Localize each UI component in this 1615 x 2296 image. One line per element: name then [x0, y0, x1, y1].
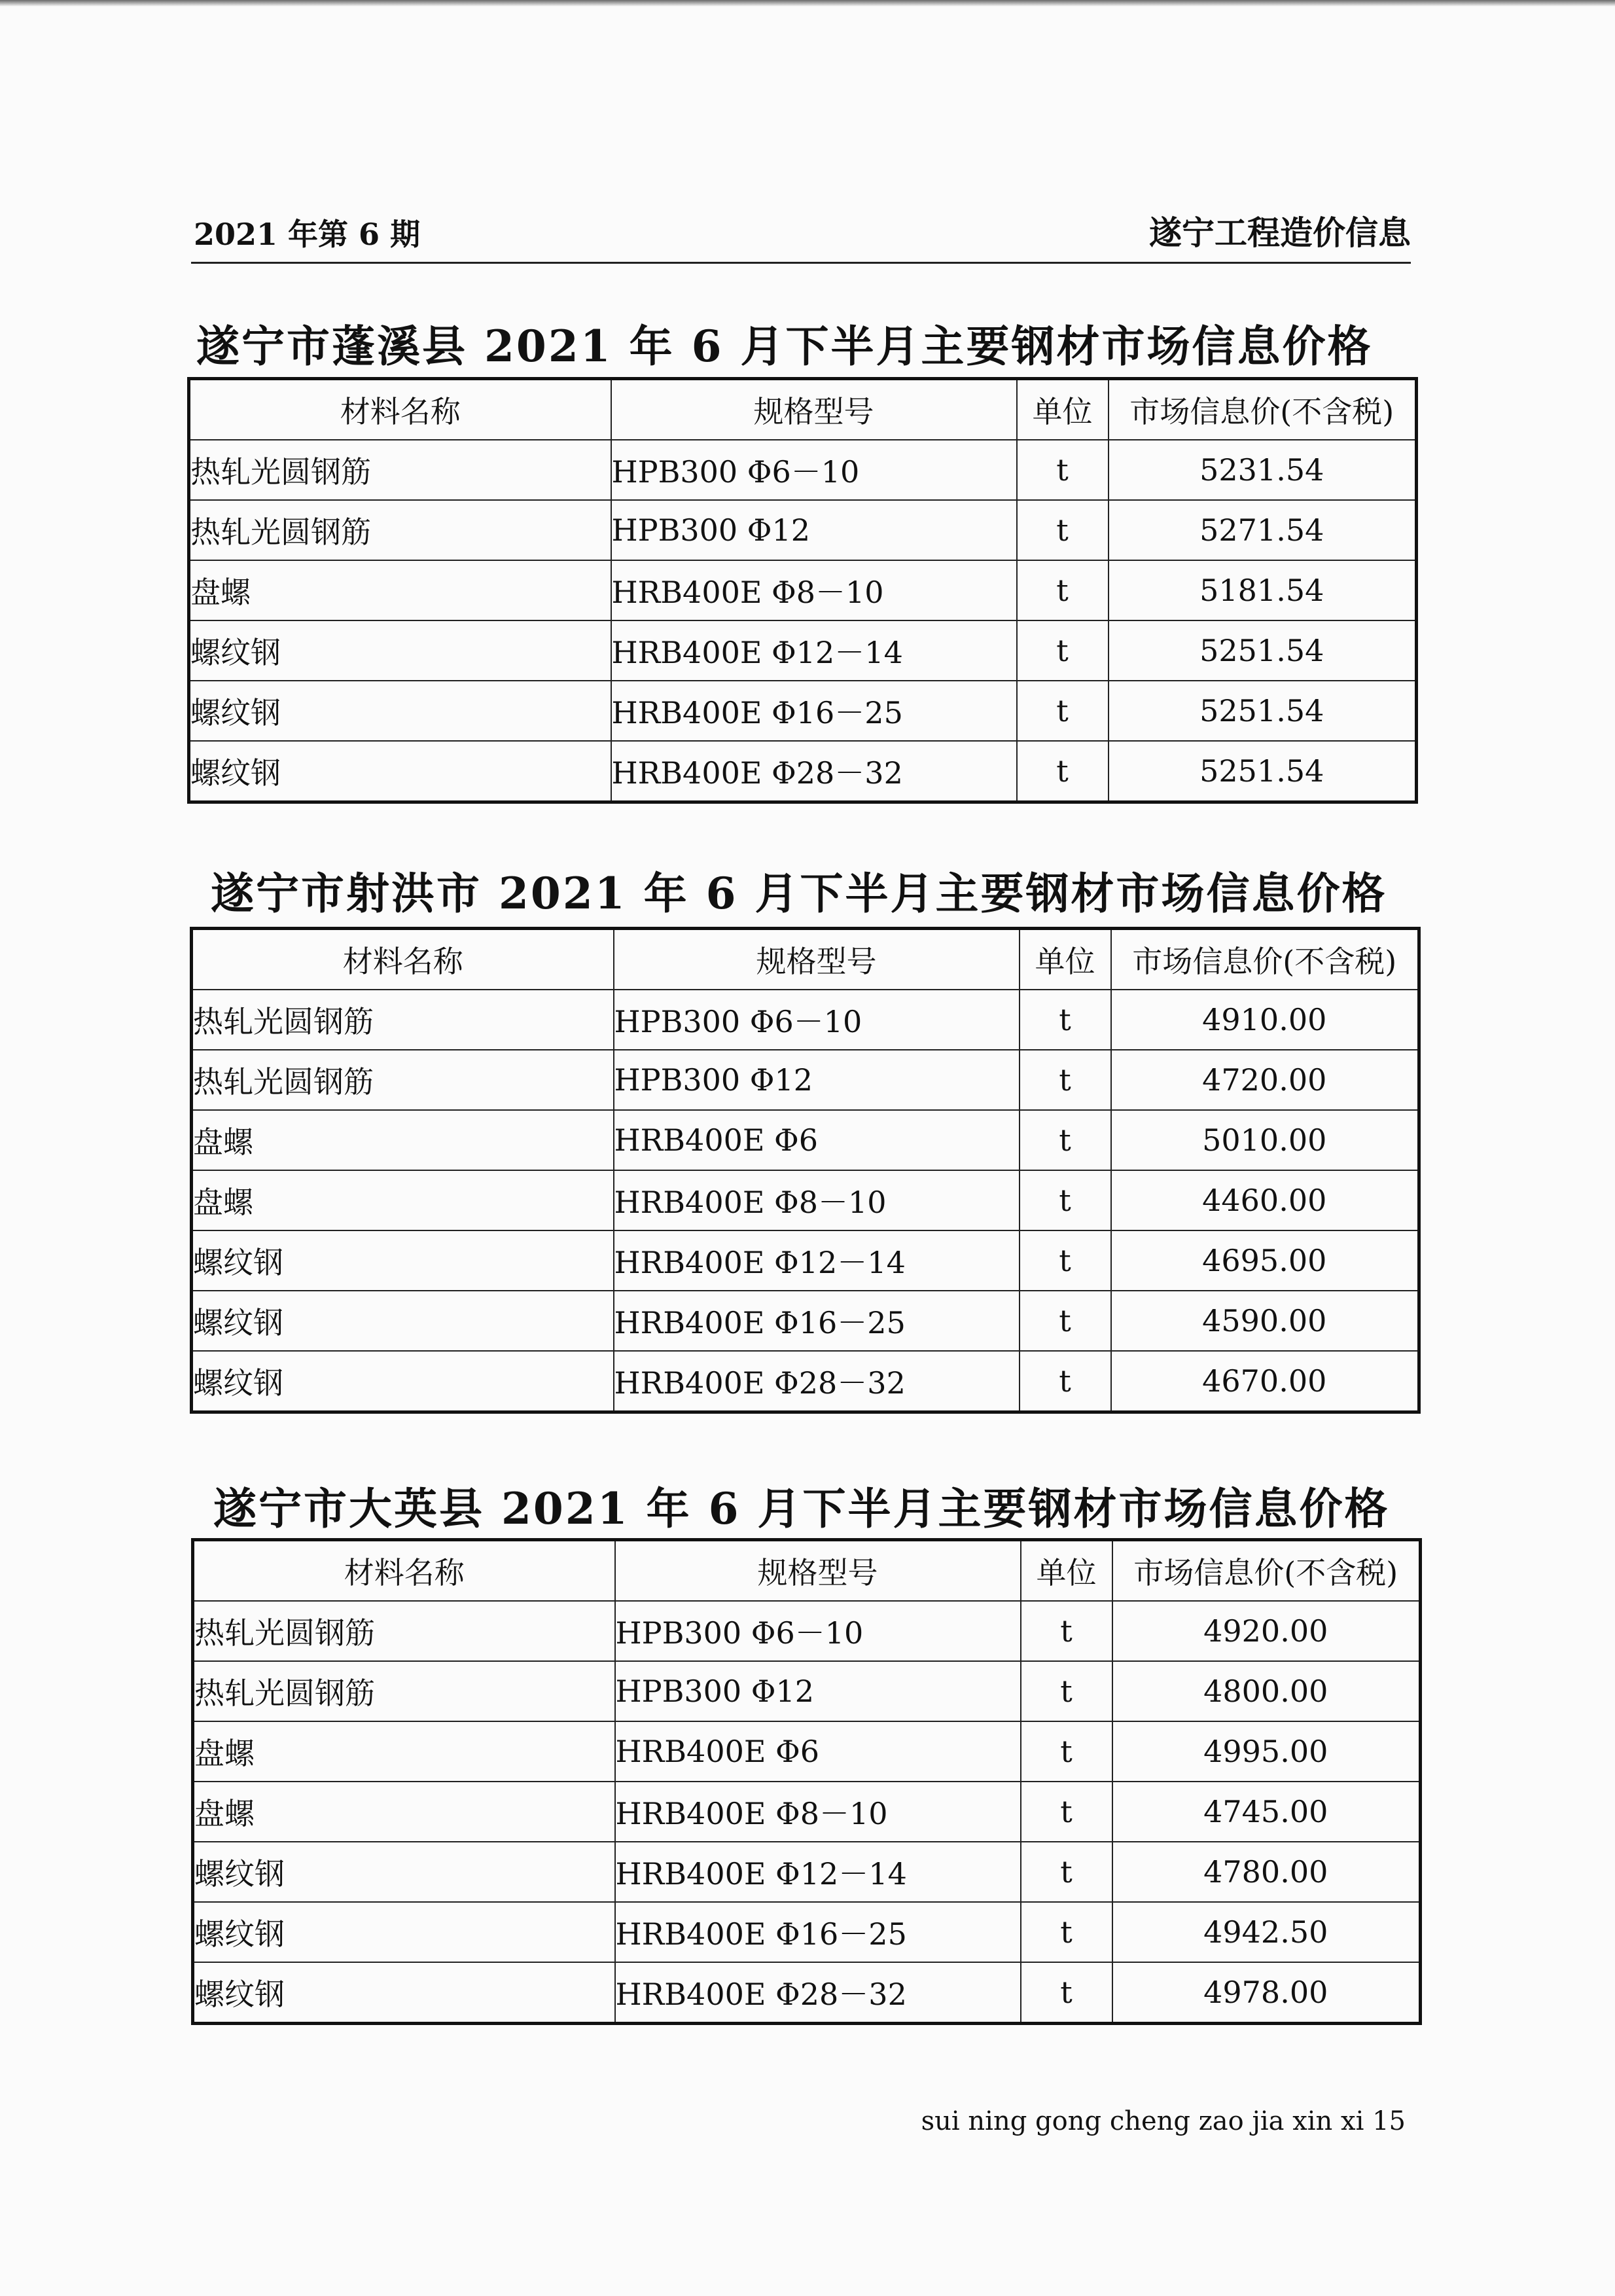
table-row — [192, 1230, 1419, 1291]
table-row — [192, 1050, 1419, 1110]
material-unit: t — [1020, 990, 1111, 1050]
material-unit: t — [1021, 1721, 1112, 1782]
material-price: 5251.54 — [1109, 741, 1417, 802]
material-unit: t — [1021, 1962, 1112, 2024]
column-header-spec: 规格型号 — [615, 1540, 1021, 1602]
material-unit: t — [1017, 620, 1109, 681]
material-price: 5251.54 — [1109, 681, 1417, 741]
material-unit: t — [1021, 1902, 1112, 1962]
table-row — [189, 681, 1417, 741]
material-price: 4590.00 — [1111, 1291, 1419, 1351]
material-unit: t — [1021, 1782, 1112, 1842]
table-row — [192, 1351, 1419, 1412]
column-header-name: 材料名称 — [189, 379, 611, 440]
price-table-pengxi — [187, 377, 1418, 804]
material-unit: t — [1017, 681, 1109, 741]
material-spec: HPB300 Φ12 — [611, 500, 1017, 560]
material-unit: t — [1017, 500, 1109, 560]
material-name: 螺纹钢 — [193, 1842, 615, 1902]
table-header-row — [192, 929, 1419, 990]
material-price: 4978.00 — [1112, 1962, 1421, 2024]
material-price: 4910.00 — [1111, 990, 1419, 1050]
table-header-row — [189, 379, 1417, 440]
table-row — [193, 1842, 1421, 1902]
material-name: 热轧光圆钢筋 — [193, 1661, 615, 1721]
material-unit: t — [1020, 1110, 1111, 1170]
table-row — [189, 620, 1417, 681]
header-divider — [191, 262, 1411, 264]
journal-title: 遂宁工程造价信息 — [1149, 213, 1411, 252]
material-spec: HRB400E Φ16－25 — [615, 1902, 1021, 1962]
material-price: 4670.00 — [1111, 1351, 1419, 1412]
material-spec: HRB400E Φ8－10 — [614, 1170, 1020, 1230]
material-name: 盘螺 — [192, 1110, 614, 1170]
table-row — [189, 741, 1417, 802]
material-name: 螺纹钢 — [192, 1351, 614, 1412]
material-spec: HPB300 Φ6－10 — [614, 990, 1020, 1050]
material-spec: HRB400E Φ28－32 — [611, 741, 1017, 802]
material-unit: t — [1020, 1230, 1111, 1291]
material-spec: HPB300 Φ12 — [614, 1050, 1020, 1110]
column-header-unit: 单位 — [1020, 929, 1111, 990]
column-header-unit: 单位 — [1017, 379, 1109, 440]
material-price: 5181.54 — [1109, 560, 1417, 620]
material-unit: t — [1021, 1601, 1112, 1661]
page-footer: sui ning gong cheng zao jia xin xi 15 — [921, 2106, 1406, 2136]
material-name: 螺纹钢 — [192, 1291, 614, 1351]
material-price: 5231.54 — [1109, 440, 1417, 500]
table-row — [193, 1782, 1421, 1842]
table-row — [193, 1661, 1421, 1721]
column-header-unit: 单位 — [1021, 1540, 1112, 1602]
column-header-price: 市场信息价(不含税) — [1109, 379, 1417, 440]
material-name: 热轧光圆钢筋 — [189, 440, 611, 500]
scan-edge — [0, 0, 1615, 7]
material-name: 盘螺 — [193, 1782, 615, 1842]
material-unit: t — [1017, 560, 1109, 620]
column-header-name: 材料名称 — [192, 929, 614, 990]
material-name: 盘螺 — [189, 560, 611, 620]
material-price: 4745.00 — [1112, 1782, 1421, 1842]
column-header-name: 材料名称 — [193, 1540, 615, 1602]
material-name: 热轧光圆钢筋 — [193, 1601, 615, 1661]
column-header-spec: 规格型号 — [611, 379, 1017, 440]
material-price: 4695.00 — [1111, 1230, 1419, 1291]
material-spec: HRB400E Φ16－25 — [611, 681, 1017, 741]
material-spec: HRB400E Φ12－14 — [614, 1230, 1020, 1291]
material-unit: t — [1021, 1842, 1112, 1902]
material-spec: HPB300 Φ12 — [615, 1661, 1021, 1721]
column-header-spec: 规格型号 — [614, 929, 1020, 990]
table-row — [193, 1601, 1421, 1661]
price-table-shehong — [190, 927, 1421, 1414]
material-unit: t — [1021, 1661, 1112, 1721]
material-unit: t — [1020, 1170, 1111, 1230]
material-price: 4942.50 — [1112, 1902, 1421, 1962]
material-spec: HRB400E Φ12－14 — [615, 1842, 1021, 1902]
material-name: 热轧光圆钢筋 — [192, 1050, 614, 1110]
material-price: 4780.00 — [1112, 1842, 1421, 1902]
price-table-daying — [191, 1538, 1422, 2025]
material-name: 螺纹钢 — [193, 1902, 615, 1962]
column-header-price: 市场信息价(不含税) — [1112, 1540, 1421, 1602]
material-unit: t — [1020, 1050, 1111, 1110]
material-price: 5010.00 — [1111, 1110, 1419, 1170]
table-row — [189, 560, 1417, 620]
material-unit: t — [1017, 741, 1109, 802]
material-spec: HRB400E Φ28－32 — [615, 1962, 1021, 2024]
table-header-row — [193, 1540, 1421, 1602]
material-name: 盘螺 — [193, 1721, 615, 1782]
material-unit: t — [1020, 1291, 1111, 1351]
material-spec: HPB300 Φ6－10 — [611, 440, 1017, 500]
table-row — [189, 500, 1417, 560]
material-spec: HRB400E Φ8－10 — [611, 560, 1017, 620]
material-name: 热轧光圆钢筋 — [189, 500, 611, 560]
material-spec: HRB400E Φ12－14 — [611, 620, 1017, 681]
material-price: 5271.54 — [1109, 500, 1417, 560]
material-price: 4920.00 — [1112, 1601, 1421, 1661]
material-name: 螺纹钢 — [189, 620, 611, 681]
section-title-pengxi: 遂宁市蓬溪县 2021 年 6 月下半月主要钢材市场信息价格 — [196, 321, 1373, 372]
material-spec: HRB400E Φ16－25 — [614, 1291, 1020, 1351]
material-name: 螺纹钢 — [189, 741, 611, 802]
material-spec: HRB400E Φ6 — [614, 1110, 1020, 1170]
table-row — [193, 1962, 1421, 2024]
material-name: 螺纹钢 — [189, 681, 611, 741]
material-price: 4800.00 — [1112, 1661, 1421, 1721]
section-title-daying: 遂宁市大英县 2021 年 6 月下半月主要钢材市场信息价格 — [213, 1483, 1390, 1534]
material-name: 热轧光圆钢筋 — [192, 990, 614, 1050]
material-name: 盘螺 — [192, 1170, 614, 1230]
issue-label: 2021 年第 6 期 — [194, 217, 421, 252]
material-spec: HRB400E Φ6 — [615, 1721, 1021, 1782]
material-price: 4720.00 — [1111, 1050, 1419, 1110]
material-price: 5251.54 — [1109, 620, 1417, 681]
table-row — [192, 1291, 1419, 1351]
table-row — [192, 990, 1419, 1050]
material-spec: HRB400E Φ8－10 — [615, 1782, 1021, 1842]
table-row — [193, 1721, 1421, 1782]
material-spec: HPB300 Φ6－10 — [615, 1601, 1021, 1661]
section-title-shehong: 遂宁市射洪市 2021 年 6 月下半月主要钢材市场信息价格 — [211, 868, 1387, 919]
table-row — [189, 440, 1417, 500]
column-header-price: 市场信息价(不含税) — [1111, 929, 1419, 990]
material-name: 螺纹钢 — [193, 1962, 615, 2024]
material-name: 螺纹钢 — [192, 1230, 614, 1291]
material-spec: HRB400E Φ28－32 — [614, 1351, 1020, 1412]
material-price: 4460.00 — [1111, 1170, 1419, 1230]
table-row — [192, 1170, 1419, 1230]
table-row — [192, 1110, 1419, 1170]
material-price: 4995.00 — [1112, 1721, 1421, 1782]
material-unit: t — [1020, 1351, 1111, 1412]
table-row — [193, 1902, 1421, 1962]
material-unit: t — [1017, 440, 1109, 500]
